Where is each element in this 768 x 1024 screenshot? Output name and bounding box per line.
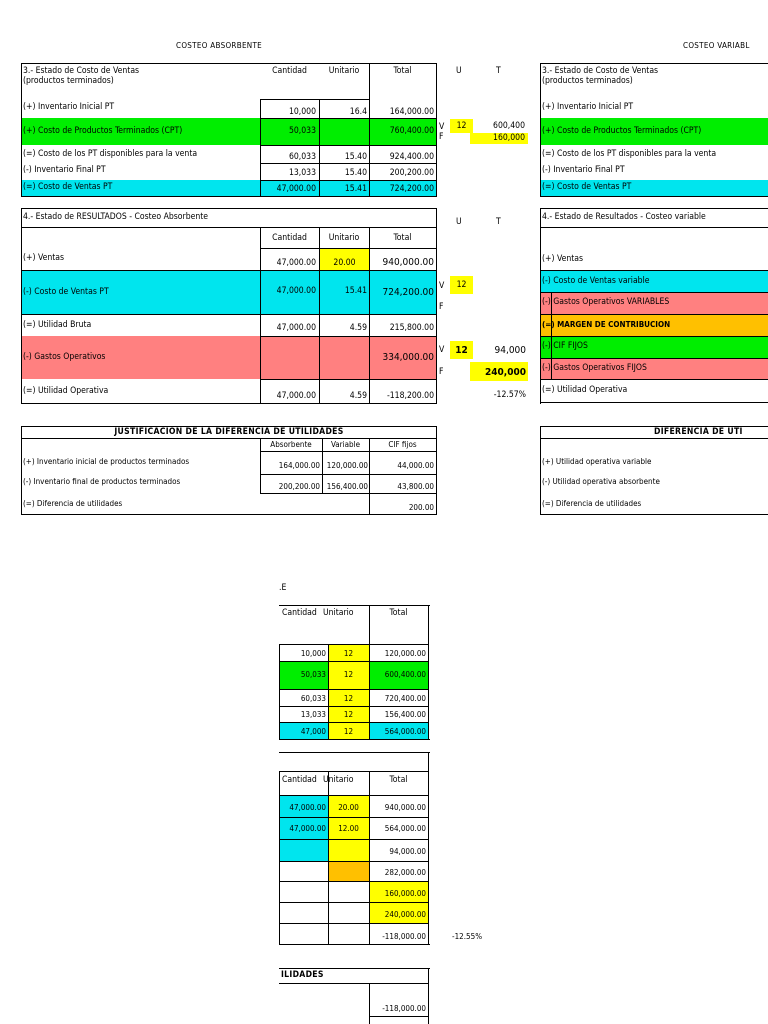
cell-qty: 47,000.00 (289, 803, 326, 812)
row-label: (-) Costo de Ventas PT (23, 287, 109, 297)
cell-total: -118,000.00 (382, 1004, 426, 1013)
col-header-absorbente: Absorbente (270, 440, 312, 449)
cell-unit: 4.59 (349, 391, 367, 401)
row-label: (=) Costo de los PT disponibles para la venta (542, 149, 717, 159)
cell-u-variable: 12 (455, 345, 468, 356)
label-v: V (439, 281, 445, 291)
cell-qty: 60,033 (300, 694, 326, 703)
col-header-total: Total (393, 233, 412, 243)
col-header-u: U (456, 66, 462, 76)
col-header-t: T (496, 66, 501, 76)
cell-total: 724,200.00 (382, 287, 434, 298)
cell-total: 120,000.00 (384, 649, 426, 658)
cell-total: 156,400.00 (384, 710, 426, 719)
row-label: (=) Costo de Ventas PT (23, 182, 113, 192)
cell-total: 720,400.00 (384, 694, 426, 703)
row-label: (=) Utilidad Operativa (23, 386, 109, 396)
cell-qty: 47,000.00 (276, 391, 316, 401)
col-header-cif-fijos: CIF fijos (388, 440, 417, 449)
cell-qty: 13,033 (288, 168, 316, 178)
col-header-cantidad: Cantidad (282, 608, 317, 618)
cell-unit: 16.4 (349, 107, 367, 117)
cell-unit: 15.41 (344, 286, 367, 296)
cell-total: 240,000.00 (384, 910, 426, 919)
row-label: (-) Inventario Final PT (542, 165, 625, 175)
row-label: (=) Costo de los PT disponibles para la venta (23, 149, 198, 159)
row-label: (-) Gastos Operativos VARIABLES (542, 297, 670, 307)
cell-total: 940,000.00 (384, 803, 426, 812)
row-label: (+) Inventario Inicial PT (542, 102, 634, 112)
cell-qty: 47,000.00 (289, 824, 326, 833)
cell-total: 924,400.00 (389, 152, 434, 162)
cell-unit: 15.41 (344, 184, 367, 194)
cell-qty: 13,033 (300, 710, 326, 719)
percent-utilidad: -12.55% (452, 932, 483, 941)
label-v: V (439, 345, 445, 355)
partial-title: .E (279, 583, 287, 593)
cell-unit: 15.40 (344, 168, 367, 178)
header-costeo-variable: COSTEO VARIABL (683, 41, 750, 50)
row-label: (-) Costo de Ventas variable (542, 276, 650, 286)
row-label: (-) Inventario final de productos terminados (23, 477, 181, 486)
cell-u-variable: 12 (456, 121, 467, 131)
cell-unit: 12 (343, 649, 354, 658)
cell-total: 200,200.00 (389, 168, 434, 178)
cell-cif-fijos: 43,800.00 (397, 482, 434, 491)
table-title: JUSTIFICACION DE LA DIFERENCIA DE UTILIDADES (114, 427, 344, 437)
row-label: (-) Utilidad operativa absorbente (542, 477, 660, 486)
cell-qty: 47,000 (300, 727, 326, 736)
cell-qty: 10,000 (288, 107, 316, 117)
row-label: (=) Diferencia de utilidades (23, 499, 123, 508)
cell-cif-fijos: 44,000.00 (397, 461, 434, 470)
cell-t-variable: 94,000 (494, 345, 526, 356)
percent-utilidad: -12.57% (493, 390, 526, 400)
cell-qty: 60,033 (288, 152, 316, 162)
cell-total: 334,000.00 (382, 352, 434, 363)
cell-qty: 10,000 (300, 649, 326, 658)
cell-qty: 47,000.00 (276, 184, 316, 194)
row-label: (-) CIF FIJOS (542, 341, 588, 351)
row-label: (=) Costo de Ventas PT (542, 182, 632, 192)
col-header-variable: Variable (330, 440, 361, 449)
cell-qty: 47,000.00 (276, 286, 316, 296)
table-title: 4.- Estado de Resultados - Costeo variable (542, 212, 706, 222)
col-header-total: Total (389, 608, 408, 618)
cell-qty: 50,033 (300, 670, 326, 679)
cell-cif-fijos: 200.00 (408, 503, 434, 512)
cell-unit: 12 (343, 727, 354, 736)
header-costeo-absorbente: COSTEO ABSORBENTE (176, 41, 263, 50)
label-f: F (439, 367, 444, 377)
label-v: V (439, 122, 445, 132)
cell-unit: 4.59 (349, 323, 367, 333)
cell-total: 215,800.00 (389, 323, 434, 333)
table-title: ILIDADES (281, 970, 324, 980)
row-label: (-) Gastos Operativos (23, 352, 106, 362)
row-label: (=) Utilidad Operativa (542, 385, 628, 395)
cell-unit: 20.00 (338, 803, 359, 812)
col-header-cantidad: Cantidad (282, 775, 317, 785)
cell-t-variable: 600,400 (493, 121, 525, 131)
cell-t-fijo: 240,000 (485, 367, 526, 378)
table-subtitle: (productos terminados) (542, 76, 633, 86)
row-label: (-) Gastos Operativos FIJOS (542, 363, 647, 373)
col-header-cantidad: Cantidad (272, 233, 307, 243)
cell-qty: 47,000.00 (276, 258, 316, 268)
cell-variable: 156,400.00 (326, 482, 368, 491)
cell-unit: 12.00 (338, 824, 359, 833)
row-label: (=) Diferencia de utilidades (542, 499, 642, 508)
col-header-unitario: Unitario (328, 66, 360, 76)
cell-unit: 20.00 (333, 258, 356, 268)
cell-total: 164,000.00 (389, 107, 434, 117)
table-title: 3.- Estado de Costo de Ventas (542, 66, 659, 76)
cell-total: 564,000.00 (384, 824, 426, 833)
cell-unit: 12 (343, 694, 354, 703)
cell-t-fijo: 160,000 (493, 133, 525, 143)
cell-variable: 120,000.00 (326, 461, 368, 470)
label-f: F (439, 302, 444, 312)
row-label: (+) Costo de Productos Terminados (CPT) (23, 126, 183, 136)
cell-qty: 50,033 (288, 126, 316, 136)
col-header-t: T (496, 217, 501, 227)
row-label: (+) Inventario inicial de productos terminados (23, 457, 190, 466)
cell-absorbente: 200,200.00 (278, 482, 320, 491)
cell-total: 760,400.00 (389, 126, 434, 136)
row-label: (-) Inventario Final PT (23, 165, 106, 175)
cell-u-variable: 12 (456, 280, 467, 290)
cell-total: 564,000.00 (384, 727, 426, 736)
row-label: (+) Inventario Inicial PT (23, 102, 115, 112)
col-header-unitario: Unitario (328, 233, 360, 243)
label-f: F (439, 132, 444, 142)
row-label: (=) MARGEN DE CONTRIBUCION (542, 320, 671, 329)
col-header-total: Total (393, 66, 412, 76)
cell-total: 724,200.00 (389, 184, 434, 194)
cell-total: 94,000.00 (389, 847, 426, 856)
cell-total: 160,000.00 (384, 889, 426, 898)
row-label: (+) Utilidad operativa variable (542, 457, 652, 466)
cell-unit: 15.40 (344, 152, 367, 162)
cell-total: 282,000.00 (384, 868, 426, 877)
col-header-total: Total (389, 775, 408, 785)
cell-unit: 12 (343, 710, 354, 719)
table-title: 4.- Estado de RESULTADOS - Costeo Absorbente (23, 212, 209, 222)
cell-total: 600,400.00 (384, 670, 426, 679)
col-header-unitario: Unitario (323, 775, 354, 785)
cell-unit: 12 (343, 670, 354, 679)
col-header-u: U (456, 217, 462, 227)
cell-absorbente: 164,000.00 (278, 461, 320, 470)
table-title: 3.- Estado de Costo de Ventas (23, 66, 140, 76)
table-subtitle: (productos terminados) (23, 76, 114, 86)
row-label: (+) Ventas (542, 254, 584, 264)
col-header-unitario: Unitario (323, 608, 354, 618)
row-label: (+) Ventas (23, 253, 65, 263)
cell-total: 940,000.00 (382, 257, 434, 268)
col-header-cantidad: Cantidad (272, 66, 307, 76)
table-title: DIFERENCIA DE UTI (654, 427, 743, 437)
cell-total: -118,200.00 (386, 391, 434, 401)
cell-total: -118,000.00 (382, 932, 426, 941)
row-label: (=) Utilidad Bruta (23, 320, 92, 330)
cell-qty: 47,000.00 (276, 323, 316, 333)
row-label: (+) Costo de Productos Terminados (CPT) (542, 126, 702, 136)
